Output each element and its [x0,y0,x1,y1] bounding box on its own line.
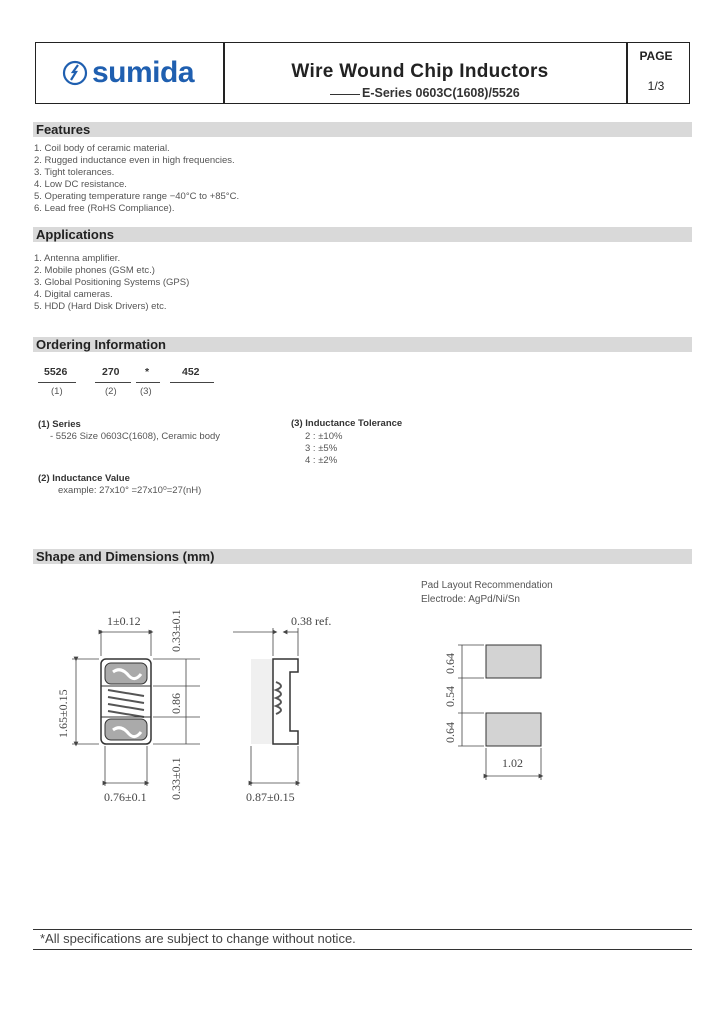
list-item: 3. Tight tolerances. [34,167,115,178]
dim-bottom-pad: 0.33±0.1 [169,757,183,800]
order-code-suffix: 452 [182,366,200,378]
list-item: 5. Operating temperature range −40°C to +85°C. [34,191,240,202]
order-label: (3) [140,386,152,397]
footer-rule [33,949,692,950]
list-item: 4. Digital cameras. [34,289,113,300]
sumida-logo [62,56,194,90]
features-bar [33,122,692,137]
chip-side-view [251,659,298,744]
chip-front-view [101,659,151,744]
tolerance-title: (3) Inductance Tolerance [291,418,403,429]
order-code-underline [170,382,214,383]
pad-layout [486,645,541,746]
list-item: 6. Lead free (RoHS Compliance). [34,203,175,214]
list-item: 5. HDD (Hard Disk Drivers) etc. [34,301,167,312]
order-code-series: 5526 [44,366,68,378]
ordering-heading: Ordering Information [36,337,166,352]
sumida-logo-icon [62,60,88,86]
list-item: 2. Mobile phones (GSM etc.) [34,265,155,276]
tolerance-item: 4 : ±2% [305,455,338,466]
page-number: 1/3 [647,79,665,93]
applications-bar [33,227,692,242]
series-title: (1) Series [38,419,81,430]
pad-dim-width: 1.02 [502,756,523,770]
list-item: 4. Low DC resistance. [34,179,127,190]
order-label: (1) [51,386,63,397]
electrode-spec: Electrode: AgPd/Ni/Sn [421,594,520,605]
order-code-underline [38,382,76,383]
features-heading: Features [36,122,91,137]
series-text: - 5526 Size 0603C(1608), Ceramic body [50,431,221,442]
document-title: Wire Wound Chip Inductors [291,61,549,82]
footer-note: *All specifications are subject to change without notice. [40,931,356,946]
dim-ref: 0.38 ref. [291,614,332,628]
tolerance-item: 2 : ±10% [305,431,343,442]
subtitle-dash [330,94,360,95]
document-subtitle: E-Series 0603C(1608)/5526 [362,86,520,100]
dim-mid: 0.86 [169,693,183,714]
dimension-drawing [0,590,720,820]
order-code-underline [95,382,131,383]
dim-side-width: 0.87±0.15 [246,790,295,804]
tolerance-item: 3 : ±5% [305,443,338,454]
order-code-tolerance: * [145,366,150,378]
footer-rule [33,929,692,930]
brand-name: sumida [92,56,195,89]
pad-layout-title: Pad Layout Recommendation [421,580,553,591]
applications-heading: Applications [36,227,115,242]
list-item: 1. Antenna amplifier. [34,253,121,264]
dim-bottom-width: 0.76±0.1 [104,790,147,804]
page-label: PAGE [639,49,673,63]
list-item: 3. Global Positioning Systems (GPS) [34,277,190,288]
pad-dim-mid: 0.54 [443,686,457,707]
order-code-underline [136,382,160,383]
list-item: 1. Coil body of ceramic material. [34,143,170,154]
dim-height: 1.65±0.15 [56,689,70,738]
order-label: (2) [105,386,117,397]
list-item: 2. Rugged inductance even in high frequencies. [34,155,235,166]
value-title: (2) Inductance Value [38,473,130,484]
shape-heading: Shape and Dimensions (mm) [36,549,215,564]
dim-top-pad: 0.33±0.1 [169,609,183,652]
dim-top-width: 1±0.12 [107,614,141,628]
pad-dim-bottom: 0.64 [443,722,457,743]
value-text: example: 27x10° =27x10⁰=27(nH) [58,485,202,496]
features-list [34,143,239,215]
order-code-value: 270 [102,366,120,378]
pad-dim-top: 0.64 [443,653,457,674]
applications-list [34,253,189,313]
